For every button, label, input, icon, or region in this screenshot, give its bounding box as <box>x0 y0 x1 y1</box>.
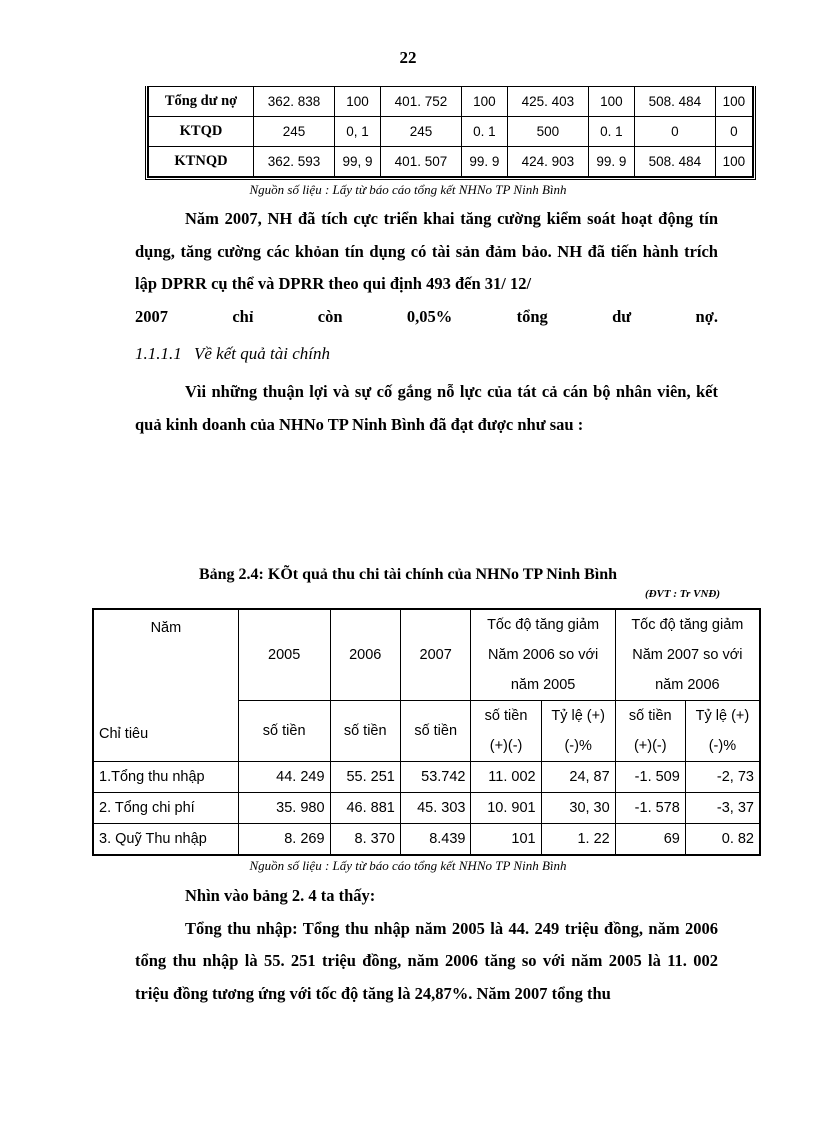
section-number: 1.1.1.1 <box>135 344 182 363</box>
table-cell: 24, 87 <box>541 762 615 793</box>
table-cell: 8. 269 <box>238 824 330 856</box>
table-cell: 44. 249 <box>238 762 330 793</box>
table-row <box>149 87 753 117</box>
paragraph-text: Năm 2007, NH đã tích cực triển khai tăng cường kiểm soát hoạt động tín dụng, tăng cường các khỏan tín dụng có tài sản đảm bảo. NH đã tiến hành trích lập DPRR cụ thể và DPRR theo qui định 493 đến 31/ 12/ <box>135 209 718 293</box>
header-nam: Năm <box>150 620 182 636</box>
table-cell: 99, 9 <box>335 147 381 177</box>
table-cell: 53.742 <box>400 762 471 793</box>
table-cell: 425. 403 <box>507 87 588 117</box>
row-label: 3. Quỹ Thu nhập <box>93 824 238 856</box>
header-chi-tieu: Chỉ tiêu <box>99 726 149 742</box>
table-cell: 100 <box>335 87 381 117</box>
word: nợ. <box>695 306 718 326</box>
header-corner <box>93 609 238 762</box>
table-cell: 100 <box>461 87 507 117</box>
header-year: 2005 <box>238 609 330 701</box>
header-ty-le: Tỷ lệ (+)(-)% <box>541 701 615 762</box>
paragraph-text: Nhìn vào bảng 2. 4 ta thấy: <box>185 886 376 905</box>
header-year: 2006 <box>330 609 400 701</box>
table-cell: 401. 507 <box>380 147 461 177</box>
row-label: KTNQD <box>149 147 254 177</box>
table-cell: 245 <box>254 117 335 147</box>
table-cell: 69 <box>615 824 685 856</box>
table-cell: -3, 37 <box>685 793 760 824</box>
row-label: 2. Tổng chi phí <box>93 793 238 824</box>
table-cell: 8. 370 <box>330 824 400 856</box>
header-so-tien: số tiền <box>400 701 471 762</box>
table-cell: 10. 901 <box>471 793 541 824</box>
word: chỉ <box>232 306 254 326</box>
table-cell: 100 <box>588 87 634 117</box>
table-cell: 100 <box>715 147 752 177</box>
table-caption: Bảng 2.4: KÕt quả thu chi tài chính của NHNo TP Ninh Bình <box>198 566 618 583</box>
table-cell: 508. 484 <box>634 87 715 117</box>
table-cell: 99. 9 <box>461 147 507 177</box>
word: dư <box>612 306 632 326</box>
word: 2007 <box>135 306 168 326</box>
header-so-tien: số tiền <box>330 701 400 762</box>
page-number: 22 <box>399 48 417 67</box>
unit-note: (ĐVT : Tr VNĐ) <box>644 588 720 600</box>
table-row <box>93 793 760 824</box>
table-cell: 8.439 <box>400 824 471 856</box>
table-row <box>93 762 760 793</box>
header-so-tien-pm: số tiền (+)(-) <box>615 701 685 762</box>
word: tổng <box>516 306 548 326</box>
table-cell: -2, 73 <box>685 762 760 793</box>
source-note: Nguồn số liệu : Lấy từ báo cáo tổng kết NHNo TP Ninh Bình <box>249 858 567 873</box>
section-title: Về kết quả tài chính <box>194 344 330 363</box>
table-cell: 401. 752 <box>380 87 461 117</box>
table-cell: 0 <box>634 117 715 147</box>
header-so-tien-pm: số tiền (+)(-) <box>471 701 541 762</box>
table-cell: -1. 578 <box>615 793 685 824</box>
table-cell: 11. 002 <box>471 762 541 793</box>
table-cell: 1. 22 <box>541 824 615 856</box>
table-cell: 45. 303 <box>400 793 471 824</box>
paragraph <box>135 203 718 333</box>
paragraph <box>135 376 718 441</box>
table-cell: 35. 980 <box>238 793 330 824</box>
table-cell: 100 <box>715 87 752 117</box>
table-cell: 0 <box>715 117 752 147</box>
table-header-row <box>93 609 760 701</box>
table-cell: 46. 881 <box>330 793 400 824</box>
header-growth-2007: Tốc độ tăng giảm Năm 2007 so với năm 2006 <box>615 609 760 701</box>
table-cell: 55. 251 <box>330 762 400 793</box>
header-year: 2007 <box>400 609 471 701</box>
table-cell: 101 <box>471 824 541 856</box>
source-note: Nguồn số liệu : Lấy từ báo cáo tổng kết NHNo TP Ninh Bình <box>249 182 567 197</box>
table-row <box>149 147 753 177</box>
row-label: Tổng dư nợ <box>149 87 254 117</box>
header-so-tien: số tiền <box>238 701 330 762</box>
table-cell: 508. 484 <box>634 147 715 177</box>
table-cell: 0. 1 <box>461 117 507 147</box>
paragraph-text: Tổng thu nhập: Tổng thu nhập năm 2005 là 44. 249 triệu đồng, năm 2006 tổng thu nhập là 55. 251 triệu đồng, năm 2006 tăng so với năm 2005 là 11. 002 triệu đồng tương ứng với tốc độ tăng là 24,87%. Năm 2007 tổng thu <box>135 918 718 1003</box>
table-cell: -1. 509 <box>615 762 685 793</box>
table-cell: 362. 593 <box>254 147 335 177</box>
table-cell: 99. 9 <box>588 147 634 177</box>
paragraph-last-line <box>135 301 718 334</box>
loan-table <box>145 86 756 180</box>
table-cell: 0. 82 <box>685 824 760 856</box>
table-row <box>93 824 760 856</box>
finance-table <box>92 608 761 856</box>
header-growth-2006: Tốc độ tăng giảm Năm 2006 so với năm 2005 <box>471 609 615 701</box>
section-heading <box>135 344 330 364</box>
table-row <box>149 117 753 147</box>
table-cell: 0, 1 <box>335 117 381 147</box>
row-label: 1.Tổng thu nhập <box>93 762 238 793</box>
word: 0,05% <box>406 306 453 326</box>
paragraph-text: Vìi những thuận lợi và sự cố gắng nỗ lực của tát cả cán bộ nhân viên, kết quả kinh doanh của NHNo TP Ninh Bình đã đạt được như sau : <box>135 382 718 434</box>
table-cell: 362. 838 <box>254 87 335 117</box>
word: còn <box>317 306 343 326</box>
row-label: KTQD <box>149 117 254 147</box>
paragraph <box>135 880 718 1010</box>
table-cell: 500 <box>507 117 588 147</box>
header-ty-le: Tỷ lệ (+)(-)% <box>685 701 760 762</box>
table-cell: 245 <box>380 117 461 147</box>
table-cell: 30, 30 <box>541 793 615 824</box>
table-cell: 0. 1 <box>588 117 634 147</box>
table-cell: 424. 903 <box>507 147 588 177</box>
